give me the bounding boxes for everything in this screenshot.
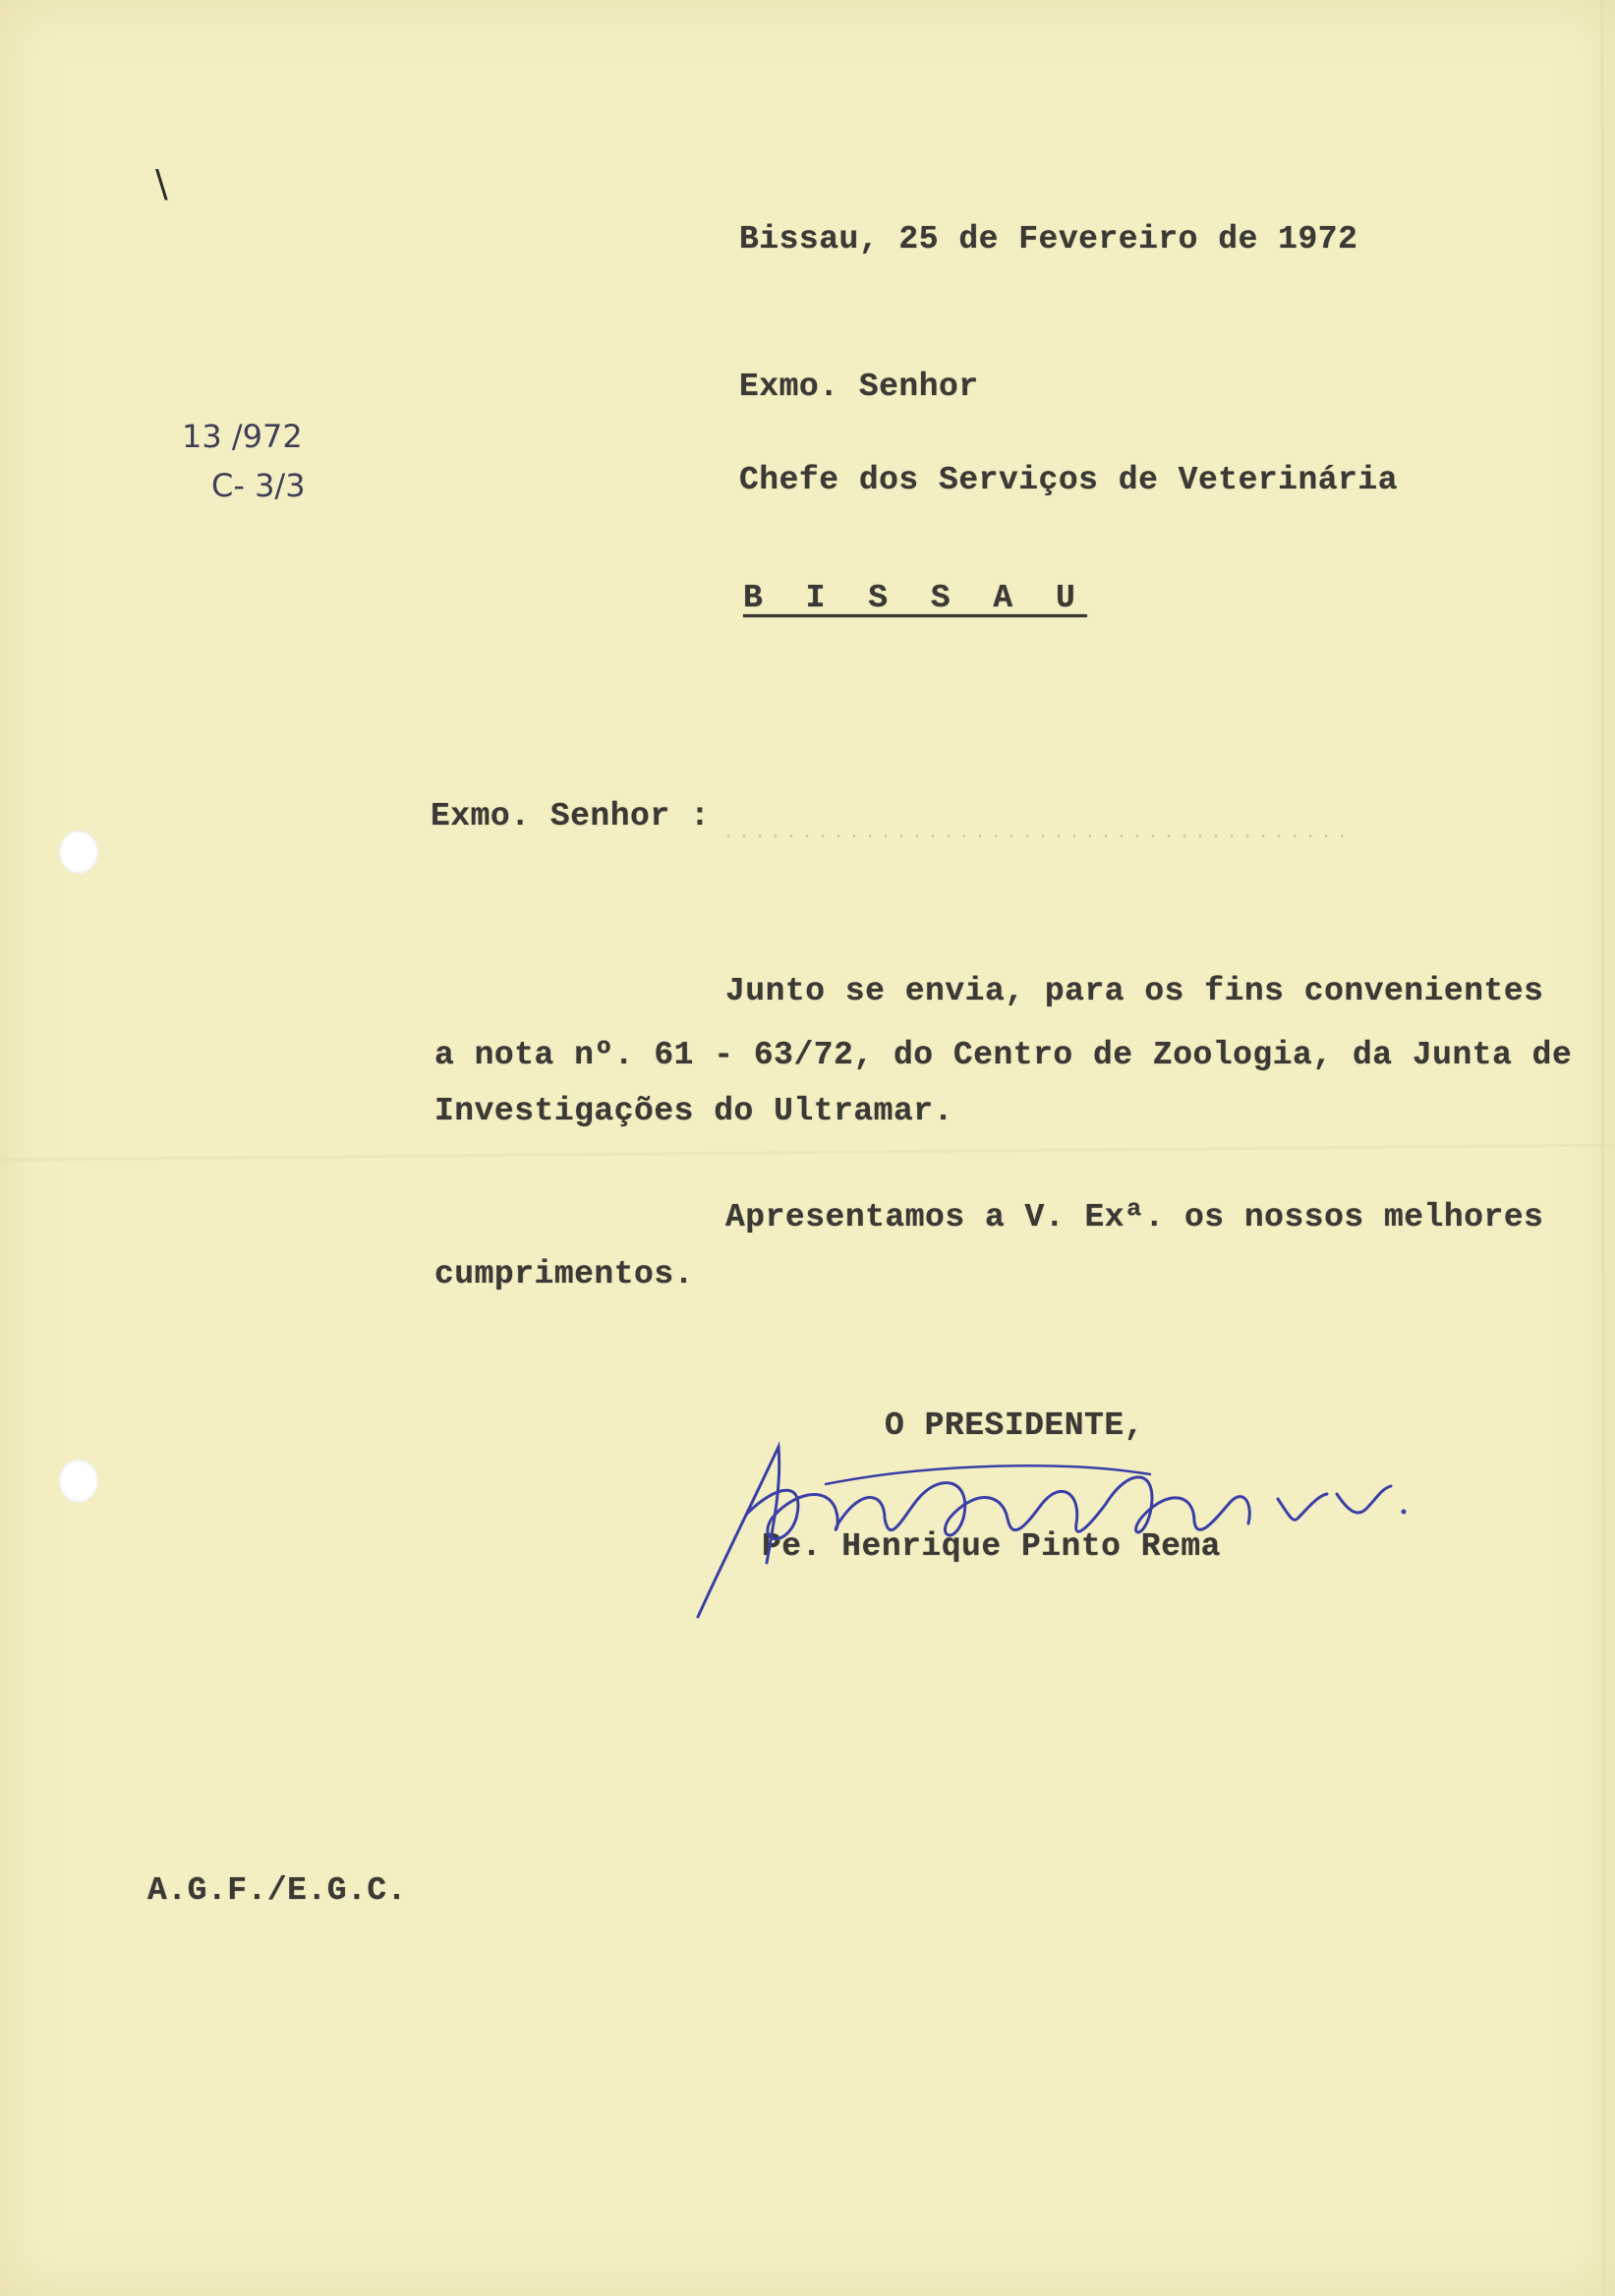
body-p1-line3: Investigações do Ultramar. xyxy=(434,1093,953,1129)
file-reference: C- 3/3 xyxy=(211,467,306,504)
date-line: Bissau, 25 de Fevereiro de 1972 xyxy=(739,221,1358,258)
corner-mark: \ xyxy=(155,162,168,205)
handwritten-signature xyxy=(688,1425,1415,1641)
body-p2-line1: Apresentamos a V. Exª. os nossos melhores xyxy=(725,1199,1544,1235)
body-p1-line2: a nota nº. 61 - 63/72, do Centro de Zoologia, da Junta de xyxy=(434,1037,1573,1073)
body-p2-line2: cumprimentos. xyxy=(434,1256,694,1292)
punch-hole-top xyxy=(59,831,98,874)
typist-initials: A.G.F./E.G.C. xyxy=(147,1872,407,1909)
body-p1-line1: Junto se envia, para os fins convenientes xyxy=(725,973,1544,1009)
signatory-name: Pe. Henrique Pinto Rema xyxy=(762,1528,1221,1565)
reference-number: 13 /972 xyxy=(182,418,303,455)
greeting-dotted-line: ........................................ xyxy=(722,822,1353,844)
addressee-title: Chefe dos Serviços de Veterinária xyxy=(739,462,1399,498)
signature-role: O PRESIDENTE, xyxy=(885,1407,1144,1444)
addressee-salutation: Exmo. Senhor xyxy=(739,369,979,405)
greeting: Exmo. Senhor : xyxy=(431,798,711,834)
addressee-city: B I S S A U xyxy=(743,580,1087,616)
punch-hole-bottom xyxy=(59,1460,98,1503)
